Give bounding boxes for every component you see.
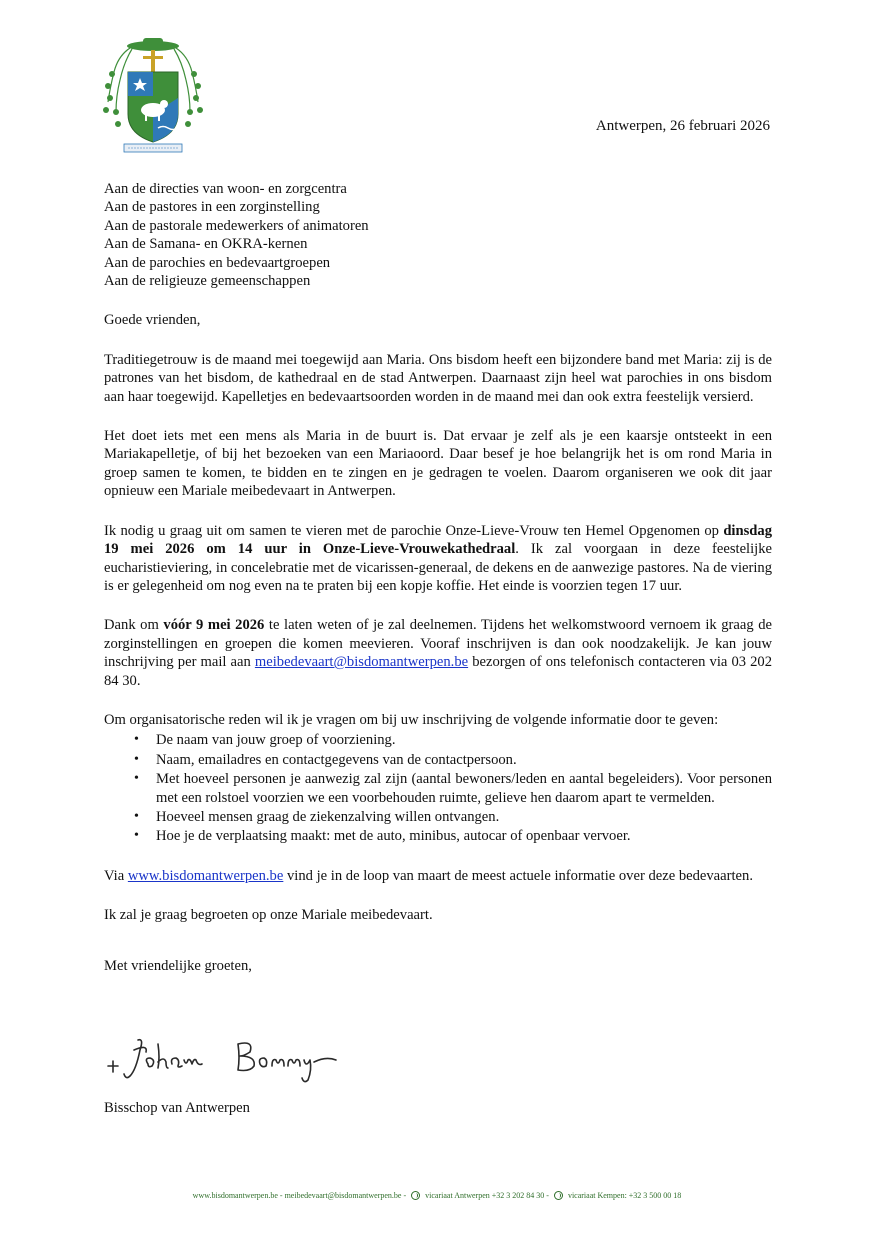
list-item: • De naam van jouw groep of voorziening. — [156, 731, 772, 749]
paragraph-website — [104, 867, 772, 885]
swirl-icon — [554, 1191, 563, 1200]
list-item: • Hoeveel mensen graag de ziekenzalving willen ontvangen. — [156, 808, 772, 826]
website-text-cont: vind je in de loop van maart de meest actuele informatie over deze bedevaarten. — [283, 867, 753, 884]
footer-vicariate-antwerpen: vicariaat Antwerpen +32 3 202 84 30 - — [425, 1191, 549, 1200]
email-link[interactable]: meibedevaart@bisdomantwerpen.be — [254, 654, 469, 671]
paragraph-invitation — [104, 522, 772, 596]
handwritten-signature — [104, 1030, 344, 1086]
addressee-line: Aan de Samana- en OKRA-kernen — [104, 236, 308, 253]
salutation: Goede vrienden, — [104, 312, 201, 329]
letter-body — [104, 180, 772, 975]
paragraph-info-request: Om organisatorische reden wil ik je vragen om bij uw inschrijving de volgende informatie door te geven: — [104, 711, 719, 728]
addressee-line: Aan de directies van woon- en zorgcentra — [104, 181, 347, 197]
signatory-role: Bisschop van Antwerpen — [104, 1100, 250, 1116]
bishop-coat-of-arms-logo — [98, 36, 208, 156]
addressee-line: Aan de parochies en bedevaartgroepen — [104, 254, 331, 271]
invitation-text-cont: . Ik zal voorgaan in deze feestelijke eucharistieviering, in concelebratie met de vicarissen-generaal, de dekens en de aanwezige pastores. Na de viering is er gelegenheid om nog even na te praten bij een kopje koffie. Het einde is voorzien tegen 17 uur. — [104, 541, 772, 594]
swirl-icon — [411, 1191, 420, 1200]
letter-date: Antwerpen, 26 februari 2026 — [595, 118, 770, 134]
list-item: • Met hoeveel personen je aanwezig zal zijn (aantal bewoners/leden en aantal begeleiders). Voor personen met een rolstoel voorzien we een voorbehouden ruimte, gelieve hen daarom apart te vermelden. — [156, 770, 772, 807]
registration-text: Dank om — [104, 617, 164, 634]
list-item: • Hoe je de verplaatsing maakt: met de auto, minibus, autocar of openbaar vervoer. — [156, 827, 772, 845]
website-link[interactable]: www.bisdomantwerpen.be — [127, 867, 284, 884]
paragraph-registration — [104, 616, 772, 690]
registration-text-cont: te laten weten of je zal deelnemen. Tijdens het welkomstwoord vernoem ik graag de zorginstellingen en groepen die komen meevieren. Vooraf inschrijven is dan ook noodzakelijk. Je kan jouw inschrijving per mail aan — [104, 617, 772, 671]
addressee-line: Aan de pastores in een zorginstelling — [104, 199, 320, 216]
addressee-line: Aan de religieuze gemeenschappen — [104, 273, 311, 290]
paragraph-greeting: Ik zal je graag begroeten op onze Mariale meibedevaart. — [104, 907, 433, 924]
registration-deadline: vóór 9 mei 2026 — [163, 617, 265, 634]
invitation-text: Ik nodig u graag uit om samen te vieren met de parochie Onze-Lieve-Vrouw ten Hemel Opgenomen op — [104, 522, 724, 539]
closing: Met vriendelijke groeten, — [104, 957, 252, 974]
footer-contact-bar — [0, 1191, 874, 1200]
website-text: Via — [104, 867, 128, 884]
registration-text-end: bezorgen of ons telefonisch contacteren via 03 202 84 30. — [104, 654, 773, 689]
addressee-line: Aan de pastorale medewerkers of animatoren — [104, 217, 369, 234]
list-item: • Naam, emailadres en contactgegevens van de contactpersoon. — [156, 751, 772, 769]
footer-website-email: www.bisdomantwerpen.be - meibedevaart@bisdomantwerpen.be - — [192, 1191, 407, 1200]
info-bullet-list — [104, 731, 772, 845]
paragraph-maria: Het doet iets met een mens als Maria in de buurt is. Dat ervaar je zelf als je een kaarsje ontsteekt in een Mariakapelletje, of bij het bezoeken van een Mariaoord. Daar besef je hoe belangrijk het is om rond Maria in groep samen te komen, te bidden en te zingen en je gedragen te voelen. Daarom organiseren we ook dit jaar opnieuw een Mariale meibedevaart in Antwerpen. — [104, 428, 772, 500]
addressee-list — [104, 180, 772, 290]
paragraph-intro: Traditiegetrouw is de maand mei toegewijd aan Maria. Ons bisdom heeft een bijzondere band met Maria: zij is de patrones van het bisdom, de kathedraal en de stad Antwerpen. Daarnaast zijn heel wat parochies in ons bisdom aan haar toegewijd. Kapelletjes en bedevaartsoorden worden in de maand mei dan ook extra feestelijk versierd. — [104, 351, 772, 405]
invitation-date-location: dinsdag 19 mei 2026 om 14 uur in Onze-Lieve-Vrouwekathedraal — [104, 522, 772, 558]
footer-vicariate-kempen: vicariaat Kempen: +32 3 500 00 18 — [567, 1191, 682, 1200]
